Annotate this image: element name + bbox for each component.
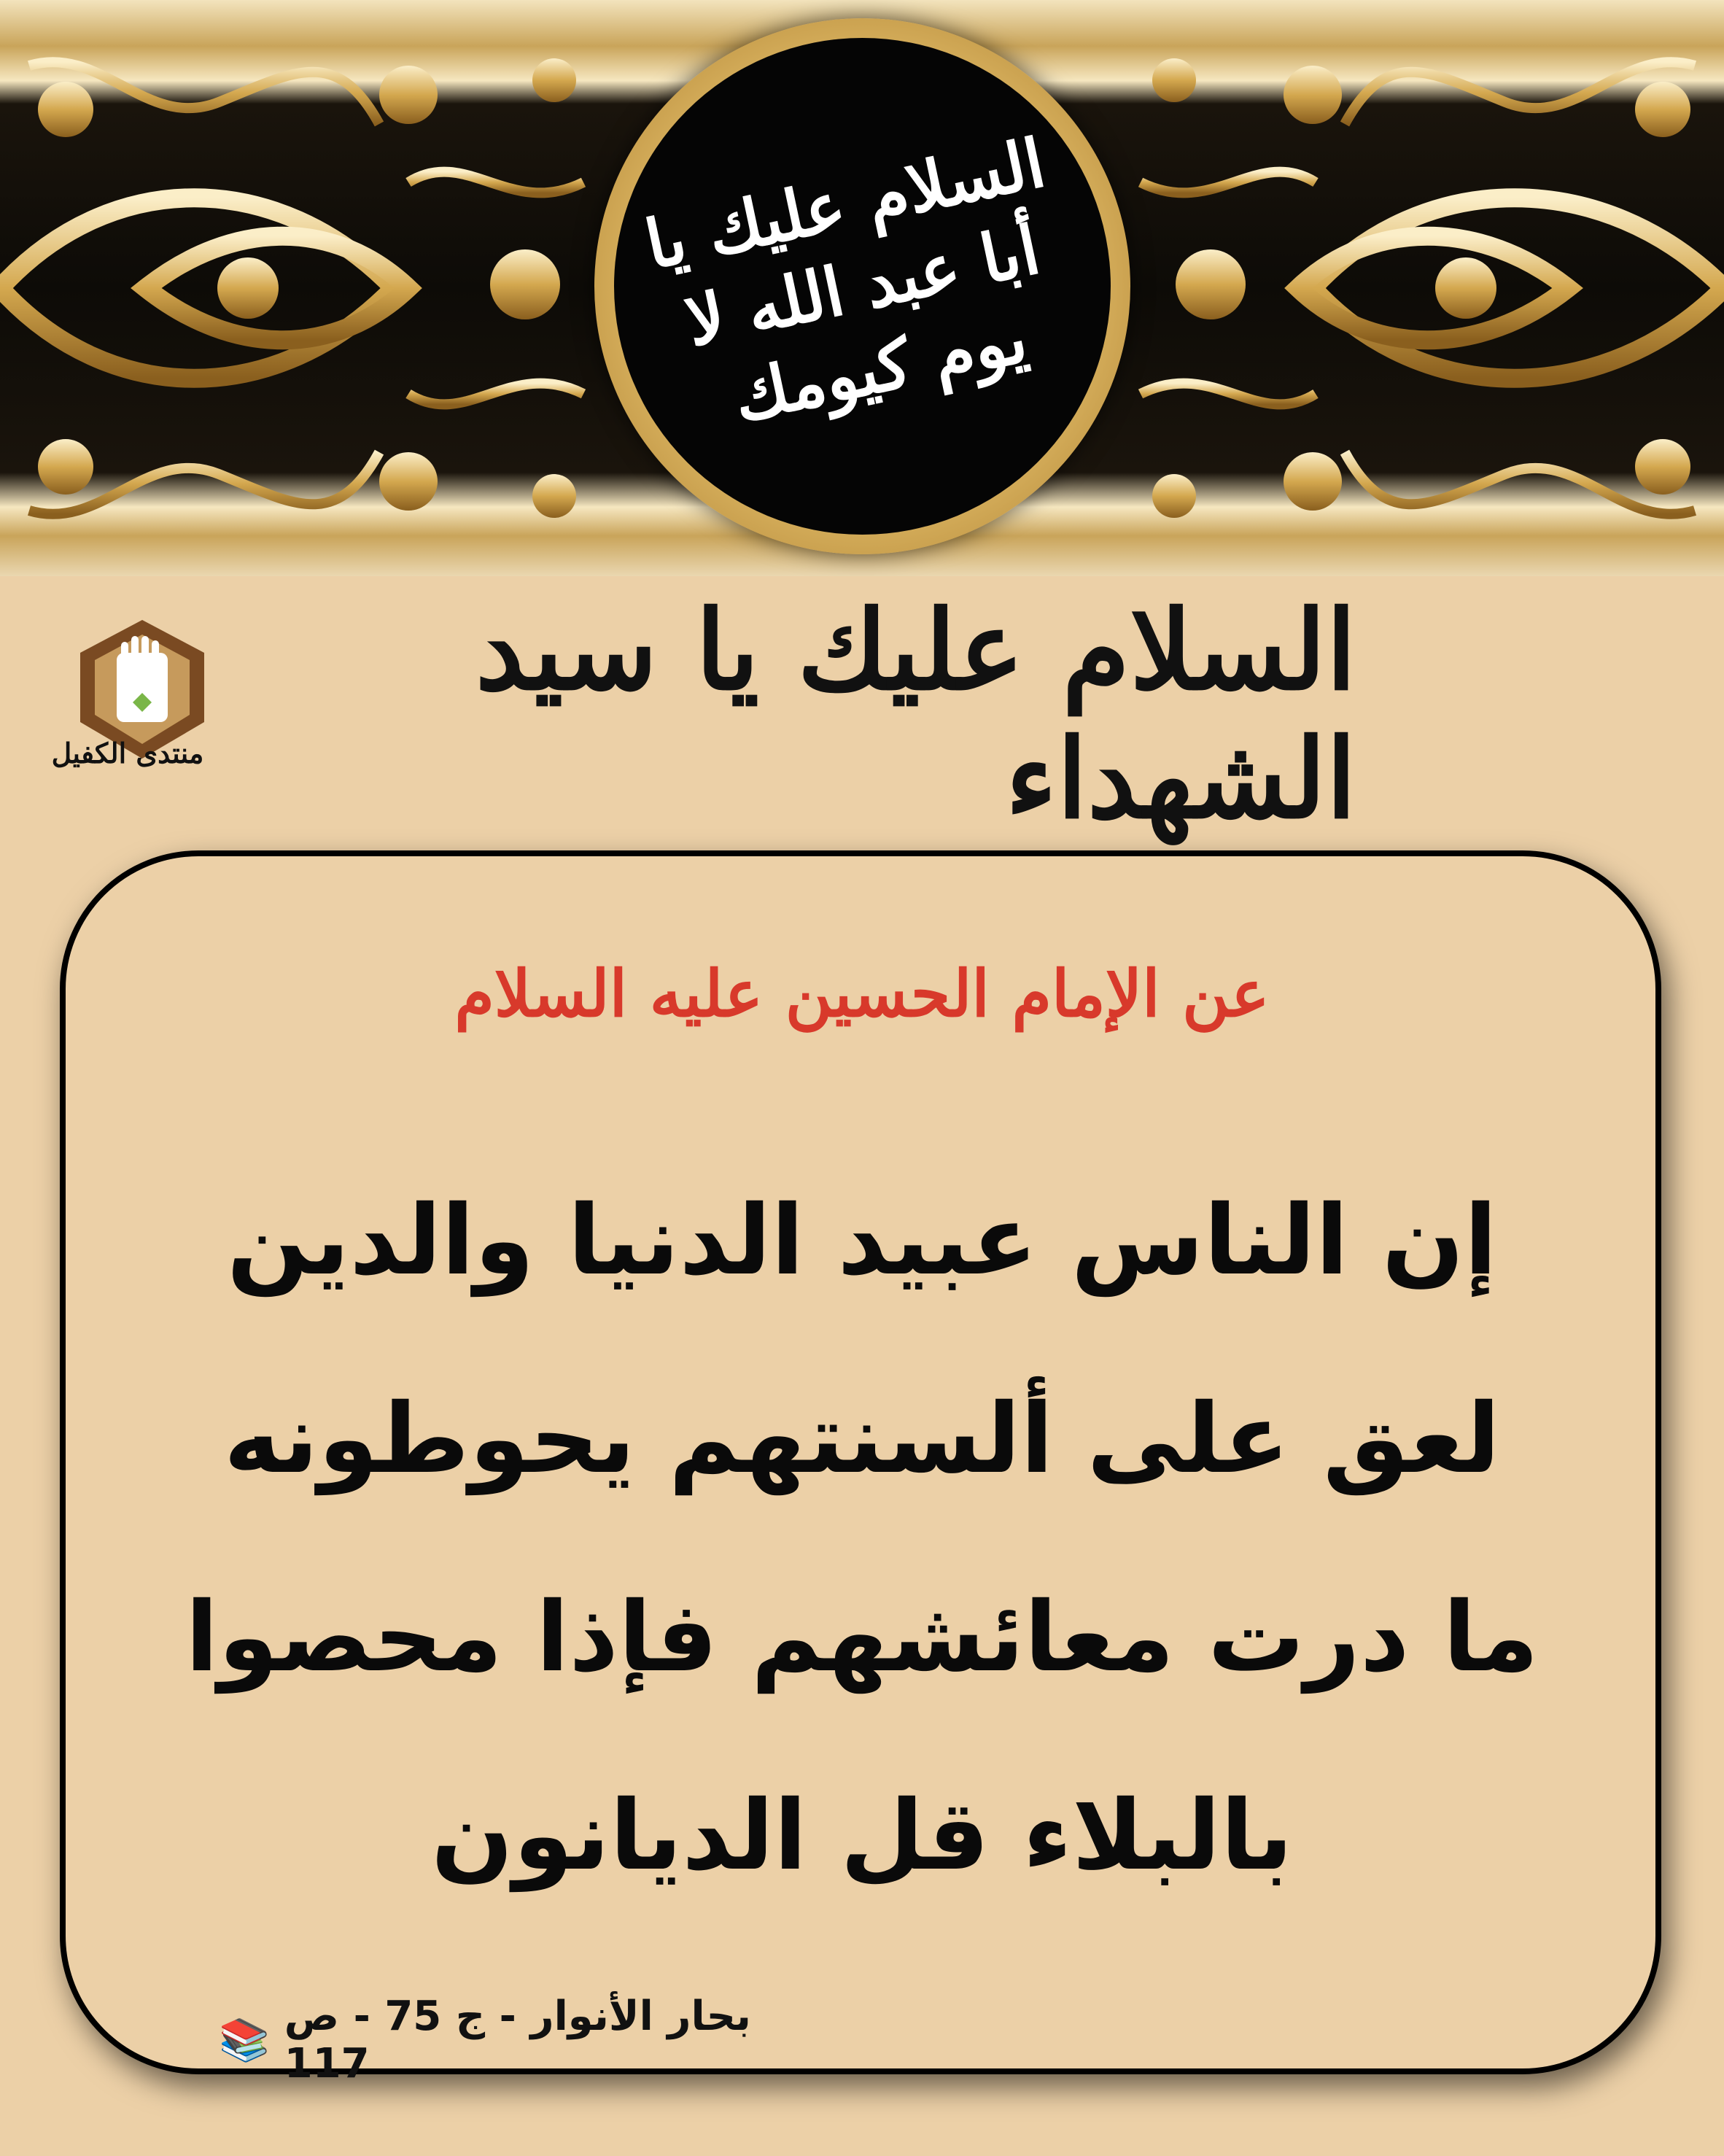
books-icon: 📚 [219, 2017, 270, 2064]
heading-calligraphy: السلام عليك يا سيد الشهداء [475, 586, 1356, 843]
logo-caption: منتدى الكفيل [51, 737, 204, 769]
quote-text [175, 1141, 1549, 1935]
reference [219, 1993, 802, 2087]
quote-line: لعق على ألسنتهم يحوطونه [223, 1383, 1501, 1495]
reference-text: بحار الأنوار - ج 75 - ص 117 [284, 1993, 751, 2087]
medallion-calligraphy: السلام عليك يا أبا عبد الله لا يوم كيومك [638, 123, 1052, 438]
quote-line: بالبلاء قل الديانون [431, 1780, 1293, 1892]
calligraphy-medallion [614, 38, 1111, 535]
ornate-banner [0, 0, 1724, 576]
quote-line: إن الناس عبيد الدنيا والدين [227, 1184, 1497, 1297]
quote-line: ما درت معائشهم فإذا محصوا [185, 1581, 1539, 1694]
source-title: عن الإمام الحسين عليه السلام [454, 955, 1270, 1031]
